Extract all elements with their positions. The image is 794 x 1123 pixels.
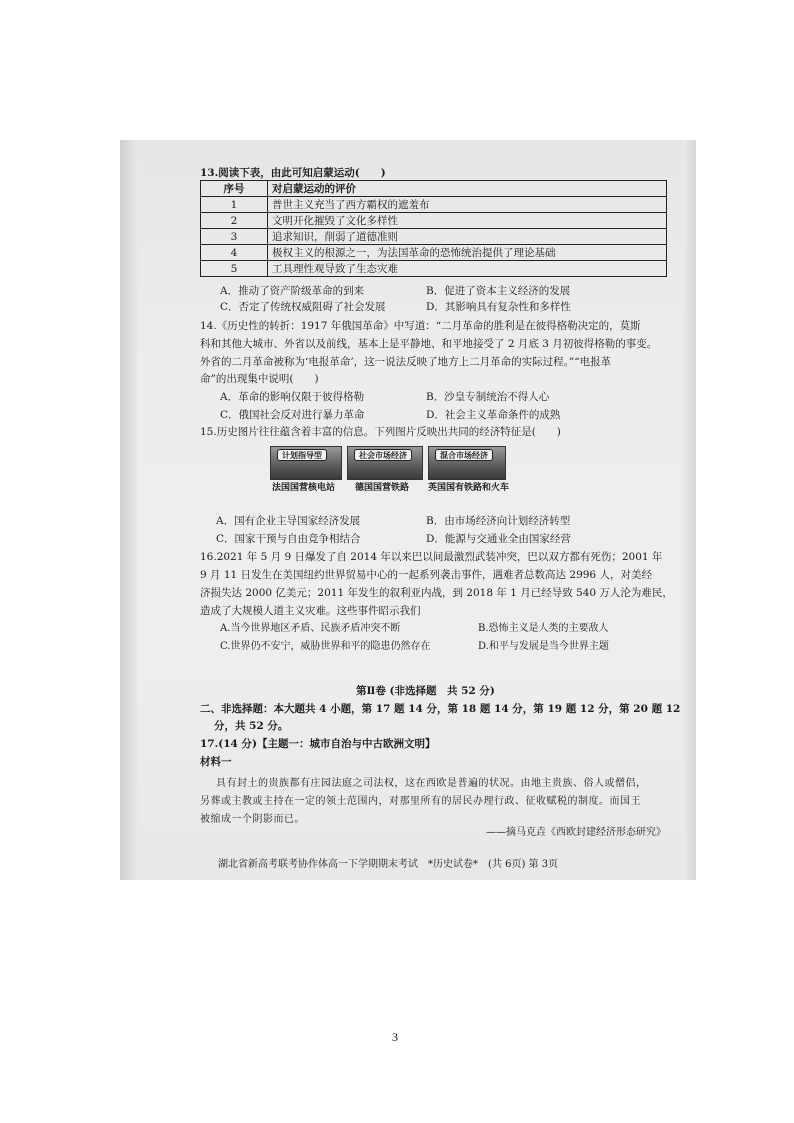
q15-option-c: C．国家干预与自由竞争相结合 <box>216 533 361 545</box>
q16-option-b: B.恐怖主义是人类的主要敌人 <box>478 623 609 634</box>
photo-railway <box>347 446 423 480</box>
photo-caption: 德国国营铁路 <box>355 483 410 493</box>
material-label: 材料一 <box>200 756 232 768</box>
material-line: 被缩成一个阴影而已。 <box>200 814 305 825</box>
photo-train <box>428 446 506 480</box>
q13-option-b: B．促进了资本主义经济的发展 <box>426 285 571 297</box>
q15-option-d: D．能源与交通业全由国家经营 <box>426 533 571 545</box>
table-row <box>201 261 667 277</box>
table-cell: 普世主义充当了西方霸权的遮羞布 <box>268 197 667 213</box>
q14-option-d: D．社会主义革命条件的成熟 <box>426 409 561 421</box>
table-row <box>201 197 667 213</box>
table-cell: 追求知识，削弱了道德准则 <box>268 229 667 245</box>
material-source: ——摘马克垚《西欧封建经济形态研究》 <box>486 827 666 838</box>
table-cell: 4 <box>201 245 268 261</box>
q14-option-c: C．俄国社会反对进行暴力革命 <box>220 409 365 421</box>
q14-option-b: B．沙皇专制统治不得人心 <box>426 391 550 403</box>
table-header-row <box>201 181 667 197</box>
q16-line: 9 月 11 日发生在美国纽约世界贸易中心的一起系列袭击事件，遇难者总数高达 2996 人，对美经 <box>200 569 652 581</box>
q14-line: 外省的二月革命被称为‘电报革命’，这一说法反映了地方上二月革命的实际过程。”“电报革 <box>200 356 612 368</box>
photo-label: 计划指导型 <box>277 449 327 461</box>
table-row <box>201 213 667 229</box>
table-cell: 5 <box>201 261 268 277</box>
q16-option-a: A.当今世界地区矛盾、民族矛盾冲突不断 <box>220 623 401 634</box>
table-cell: 3 <box>201 229 268 245</box>
material-line: 另葬或主教或主持在一定的领土范围内，对那里所有的居民办理行政、征收赋税的制度。而国王 <box>200 796 641 807</box>
part2-description: 分，共 52 分。 <box>214 720 289 732</box>
q15-option-a: A．国有企业主导国家经济发展 <box>216 515 361 527</box>
q16-line: 16.2021 年 5 月 9 日爆发了自 2014 年以来巴以间最激烈武装冲突，巴以双方都有死伤；2001 年 <box>200 551 663 563</box>
table-row <box>201 245 667 261</box>
table-header-cell: 序号 <box>201 181 268 197</box>
photo-caption: 法国国营核电站 <box>272 483 336 493</box>
table-row <box>201 229 667 245</box>
table-cell: 极权主义的根源之一，为法国革命的恐怖统治提供了理论基础 <box>268 245 667 261</box>
photo-label: 混合市场经济 <box>435 449 493 461</box>
q16-option-d: D.和平与发展是当今世界主题 <box>478 641 609 652</box>
q16-line: 造成了大规模人道主义灾难。这些事件昭示我们 <box>200 605 421 617</box>
part2-title: 第Ⅱ卷 (非选择题 共 52 分) <box>356 685 495 697</box>
material-line: 具有封土的贵族都有庄园法庭之司法权，这在西欧是普遍的状况。由地主贵族、俗人或僧侣， <box>216 778 647 789</box>
table-header-cell: 对启蒙运动的评价 <box>268 181 667 197</box>
q16-line: 济损失达 2000 亿美元；2011 年发生的叙利亚内战，到 2018 年 1 月已经导致 540 万人沦为难民， <box>200 587 673 599</box>
q16-option-c: C.世界仍不安宁，威胁世界和平的隐患仍然存在 <box>220 641 431 652</box>
q13-stem: 13.阅读下表，由此可知启蒙运动( ) <box>200 167 386 179</box>
part2-description: 二、非选择题：本大题共 4 小题，第 17 题 14 分，第 18 题 14 分，第 19 题 12 分，第 20 题 12 <box>200 703 681 715</box>
q15-stem: 15.历史图片往往蕴含着丰富的信息。下列图片反映出共同的经济特征是( ) <box>200 426 561 438</box>
q14-line: 命”的出现集中说明( ) <box>200 373 319 385</box>
table-cell: 1 <box>201 197 268 213</box>
table-cell: 2 <box>201 213 268 229</box>
table-cell: 文明开化摧毁了文化多样性 <box>268 213 667 229</box>
q13-option-d: D．其影响具有复杂性和多样性 <box>426 301 571 313</box>
photo-caption: 英国国有铁路和火车 <box>428 483 510 493</box>
q14-line: 14.《历史性的转折：1917 年俄国革命》中写道：“二月革命的胜利是在彼得格勒决定的，莫斯 <box>200 320 641 332</box>
q13-option-c: C．否定了传统权威阻碍了社会发展 <box>220 301 386 313</box>
q13-option-a: A．推动了资产阶级革命的到来 <box>220 285 365 297</box>
table-cell: 工具理性观导致了生态灾难 <box>268 261 667 277</box>
page-number: 3 <box>392 1030 398 1044</box>
q15-option-b: B．由市场经济向计划经济转型 <box>426 515 571 527</box>
q14-option-a: A．革命的影响仅限于彼得格勒 <box>220 391 365 403</box>
photo-nuclear-plant <box>270 446 342 480</box>
q17-title: 17.(14 分)【主题一：城市自治与中古欧洲文明】 <box>200 738 436 750</box>
q13-table <box>200 180 667 277</box>
page-footer: 湖北省新高考联考协作体高一下学期期末考试 *历史试卷* (共 6页) 第 3页 <box>218 859 559 870</box>
q14-line: 科和其他大城市、外省以及前线，基本上是平静地、和平地接受了 2 月底 3 月初彼得格勒的事变。 <box>200 338 658 350</box>
photo-label: 社会市场经济 <box>354 449 412 461</box>
